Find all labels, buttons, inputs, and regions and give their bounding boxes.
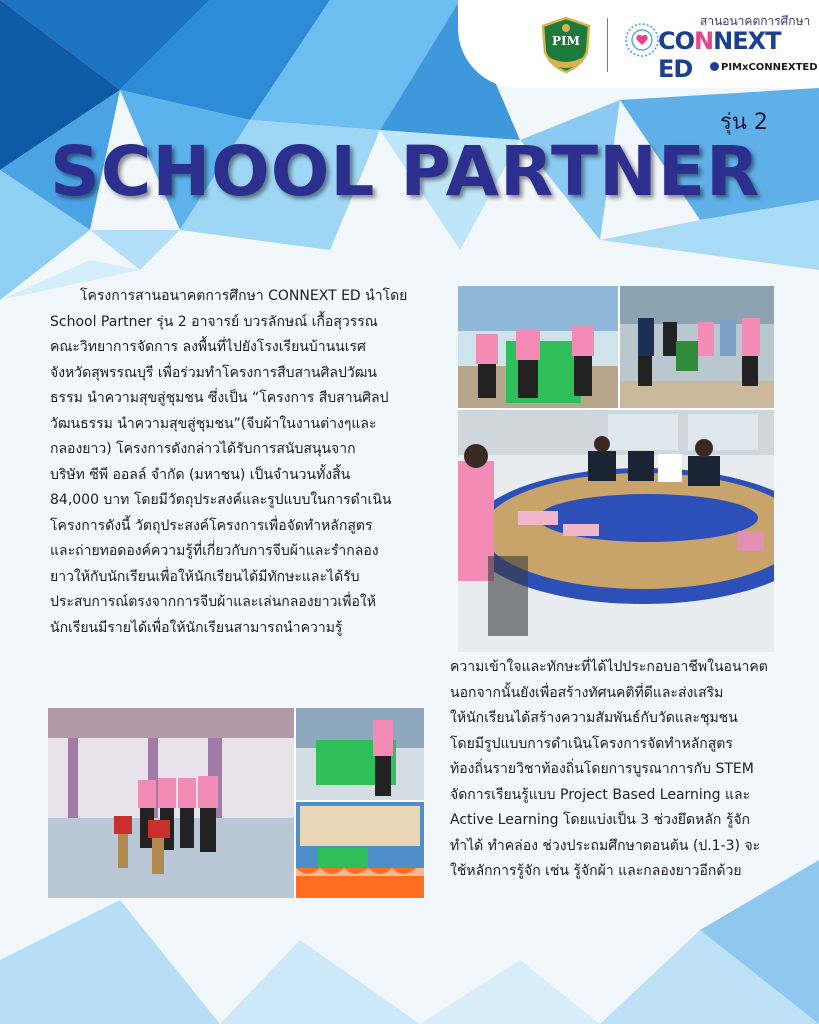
brand-name bbox=[658, 27, 819, 83]
pim-logo-text: PIM bbox=[552, 34, 580, 48]
paragraph-line: จัดการเรียนรู้แบบ Project Based Learning และ bbox=[450, 786, 751, 803]
paragraph-line: บริษัท ซีพี ออลล์ จำกัด (มหาชน) เป็นจำนวนทั้งสิ้น bbox=[50, 466, 351, 483]
logo-divider bbox=[607, 18, 608, 72]
paragraph-line: นอกจากนั้นยังเพื่อสร้างทัศนคติที่ดีและส่งเสริม bbox=[450, 684, 724, 701]
paragraph-line: ยาวให้กับนักเรียนเพื่อให้นักเรียนได้มีทักษะและได้รับ bbox=[50, 568, 360, 585]
brand-name-part: NEXT ED bbox=[658, 27, 781, 83]
paragraph-line: ท้องถิ่นรายวิชาท้องถิ่นโดยการบูรณาการกับ STEM bbox=[450, 761, 754, 777]
facebook-handle bbox=[710, 62, 818, 73]
paragraph-line: ใช้หลักการรู้จัก เช่น รู้จักผ้า และกลองยาวอีกด้วย bbox=[450, 863, 742, 879]
paragraph-line: School Partner รุ่น 2 อาจารย์ บวรลักษณ์ เกื้อสุวรรณ bbox=[50, 313, 378, 330]
paragraph-line: ทำได้ ทำคล่อง ช่วงประถมศึกษาตอนต้น (ป.1-3) จะ bbox=[450, 837, 761, 854]
paragraph-line: และถ่ายทอดองค์ความรู้ที่เกี่ยวกับการจีบผ้าและรำกลอง bbox=[50, 543, 379, 559]
paragraph-line: วัฒนธรรม นำความสุขสู่ชุมชน”(จีบผ้าในงานต่างๆและ bbox=[50, 415, 377, 432]
paragraph-line: จังหวัดสุพรรณบุรี เพื่อร่วมทำโครงการสืบสานศิลปวัฒน bbox=[50, 364, 377, 381]
paragraph-line: 84,000 บาท โดยมีวัตถุประสงค์และรูปแบบในการดำเนิน bbox=[50, 492, 392, 508]
paragraph-line: นักเรียนมีรายได้เพื่อให้นักเรียนสามารถนำความรู้ bbox=[50, 619, 343, 636]
generation-label: รุ่น 2 bbox=[720, 110, 768, 135]
brand-name-part: CO bbox=[658, 27, 695, 55]
paragraph-line: โดยมีรูปแบบการดำเนินโครงการจัดทำหลักสูตร bbox=[450, 735, 733, 752]
photo-collage-meeting bbox=[458, 286, 774, 652]
left-paragraph bbox=[50, 284, 407, 641]
brand-thai-tagline: สานอนาคตการศึกษา bbox=[700, 14, 811, 28]
facebook-handle-text: PIMxCONNEXTED bbox=[721, 62, 818, 73]
paragraph-line: ประสบการณ์ตรงจากการจีบผ้าและเล่นกลองยาวเพื่อให้ bbox=[50, 594, 376, 610]
paragraph-line: ความเข้าใจและทักษะที่ได้ไปประกอบอาชีพในอนาคต bbox=[450, 659, 768, 675]
brand-name-accent: N bbox=[694, 27, 714, 55]
right-paragraph bbox=[450, 655, 768, 885]
photo-collage-drum-dance bbox=[48, 708, 424, 898]
paragraph-line: คณะวิทยาการจัดการ ลงพื้นที่ไปยังโรงเรียนบ้านนเรศ bbox=[50, 339, 366, 355]
paragraph-line: ให้นักเรียนได้สร้างความสัมพันธ์กับวัดและชุมชน bbox=[450, 710, 738, 726]
paragraph-line: กลองยาว) โครงการดังกล่าวได้รับการสนับสนุนจาก bbox=[50, 441, 356, 457]
page-title: SCHOOL PARTNER bbox=[50, 132, 761, 212]
paragraph-line: Active Learning โดยแบ่งเป็น 3 ช่วงยึดหลัก รู้จัก bbox=[450, 812, 751, 828]
paragraph-line: โครงการสานอนาคตการศึกษา CONNEXT ED นำโดย bbox=[80, 288, 408, 304]
paragraph-line: ธรรม นำความสุขสู่ชุมชน ซึ่งเป็น “โครงการ สืบสานศิลป bbox=[50, 390, 389, 406]
paragraph-line: โครงการดังนี้ วัตถุประสงค์โครงการเพื่อจัดทำหลักสูตร bbox=[50, 517, 373, 534]
connexted-globe-icon bbox=[624, 22, 660, 58]
facebook-icon bbox=[710, 62, 719, 71]
